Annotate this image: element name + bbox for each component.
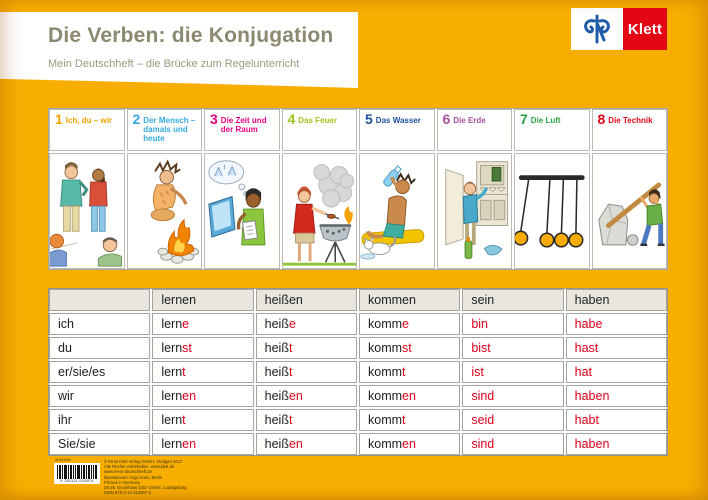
imprint-line: Alle Rechte vorbehalten. www.klett.de [104,464,175,470]
card-number: 7 [520,111,528,127]
card-label: Die Zeit und der Raum [220,116,267,134]
verb-ending: t [288,365,293,379]
card-label: Das Feuer [298,116,337,125]
verb-form-cell [566,313,667,335]
verb-form-cell [256,433,357,455]
verb-header-cell: lernen [152,289,253,311]
verb-form-cell [152,337,253,359]
verb-stem: lern [161,437,183,451]
topic-card-header-3 [204,109,280,151]
barcode-block [54,458,100,484]
verb-ending: hat [574,365,593,379]
verb-stem: lern [161,365,183,379]
verb-stem: komm [368,341,403,355]
verb-ending: en [402,389,416,403]
pronoun-cell: er/sie/es [49,361,150,383]
topic-card-header-7 [514,109,590,151]
topic-card-header-5 [359,109,435,151]
verb-header-cell: haben [566,289,667,311]
card-number: 1 [55,111,63,127]
verb-ending: en [182,389,197,403]
verb-form-cell [462,337,563,359]
topic-card-header-8 [592,109,668,151]
verb-form-cell [566,409,667,431]
card-label: Die Erde [453,116,486,125]
verb-ending: bist [471,341,491,355]
verb-ending: e [288,317,296,331]
verb-stem: lern [161,341,183,355]
verb-stem: komm [368,389,403,403]
topic-card-header-2 [127,109,203,151]
verb-ending: en [402,437,416,451]
illustration-woman-barbecue-smoke [282,153,358,269]
verb-stem: komm [368,437,403,451]
illustration-caveman-campfire [127,153,203,269]
card-label: Der Mensch – damals und heute [143,116,196,143]
card-number: 6 [442,111,451,127]
verb-ending: sind [471,389,495,403]
verb-ending: t [402,365,406,379]
verb-ending: t [288,341,293,355]
illustration-people-group [49,153,125,269]
verb-ending: t [182,413,186,427]
verb-form-cell [256,313,357,335]
verb-form-cell [566,385,667,407]
verb-form-cell [359,337,460,359]
illustration-person-kitchen-recycling [437,153,513,269]
verb-form-cell [359,433,460,455]
topic-card-header-1 [49,109,125,151]
verb-stem: heiß [264,389,289,403]
page-title: Die Verben: die Konjugation [48,24,334,47]
topic-card-header-6 [437,109,513,151]
verb-ending: en [288,389,303,403]
verb-form-cell [359,361,460,383]
barcode-digits: 9 783121 010974 [60,479,94,483]
card-number: 8 [597,111,606,127]
imprint-line: ISBN 978-3-12-010597-4 [104,490,151,496]
pronoun-cell: ihr [49,409,150,431]
imprint [104,459,224,495]
verb-stem: heiß [264,437,289,451]
verb-ending: seid [471,413,495,427]
order-number: W 641059 [55,458,71,462]
verb-header-cell: kommen [359,289,460,311]
imprint-line: Illustrationen: Inga Kretz, Berlin [104,474,163,480]
verb-ending: haben [574,389,610,403]
verb-stem: heiß [264,413,289,427]
verb-ending: ist [471,365,484,379]
imprint-line: © Ernst Klett Verlag GmbH, Stuttgart 2017 [104,459,183,464]
card-number: 3 [210,111,218,127]
illustration-man-lever-rock [592,153,668,269]
verb-stem: heiß [264,341,289,355]
verb-form-cell [359,313,460,335]
pronoun-cell: wir [49,385,150,407]
verb-form-cell [152,385,253,407]
card-number: 4 [287,111,296,127]
card-label: Die Luft [530,116,561,125]
verb-stem: heiß [264,317,289,331]
verb-form-cell [566,337,667,359]
verb-form-cell [462,433,563,455]
verb-stem: lern [161,317,183,331]
verb-ending: st [182,341,192,355]
verb-stem: komm [368,413,403,427]
card-label: Ich, du – wir [65,116,113,125]
verb-form-cell [566,433,667,455]
topic-strip [48,108,668,270]
verb-stem: lern [161,413,183,427]
pronoun-cell: ich [49,313,150,335]
verb-form-cell [256,385,357,407]
verb-form-cell [152,313,253,335]
verb-form-cell [462,385,563,407]
verb-ending: sind [471,437,495,451]
page-subtitle: Mein Deutschheft – die Brücke zum Regelunterricht [48,58,300,70]
conjugation-table [48,288,668,456]
klett-logo [571,8,667,50]
klett-fleur-icon [571,8,623,50]
table-corner-cell [49,289,150,311]
verb-ending: en [288,437,303,451]
verb-ending: hast [574,341,599,355]
verb-ending: t [402,413,406,427]
verb-form-cell [359,385,460,407]
card-number: 2 [132,111,141,127]
pronoun-cell: du [49,337,150,359]
verb-stem: komm [368,365,403,379]
illustration-newtons-cradle [514,153,590,269]
verb-ending: t [288,413,293,427]
verb-stem: komm [368,317,403,331]
verb-form-cell [462,361,563,383]
topic-card-header-4 [282,109,358,151]
pronoun-cell: Sie/sie [49,433,150,455]
verb-header-cell: sein [462,289,563,311]
imprint-line: Printed in Germany [104,479,141,485]
verb-ending: habe [574,317,603,331]
verb-form-cell [152,361,253,383]
klett-wordmark: Klett [623,8,667,50]
card-label: Das Wasser [375,116,421,125]
verb-ending: haben [574,437,610,451]
card-label: Die Technik [608,116,653,125]
verb-ending: e [402,317,409,331]
card-number: 5 [365,111,373,127]
verb-stem: heiß [264,365,289,379]
verb-form-cell [359,409,460,431]
verb-form-cell [256,361,357,383]
imprint-line: www.mein-deutschheft.de [104,469,152,475]
illustration-man-drinking-bottle-cat [359,153,435,269]
verb-form-cell [462,313,563,335]
illustration-man-computer-thought-bubble [204,153,280,269]
verb-header-cell: heißen [256,289,357,311]
verb-form-cell [462,409,563,431]
verb-ending: st [402,341,412,355]
verb-ending: t [182,365,186,379]
verb-ending: e [182,317,190,331]
verb-form-cell [152,409,253,431]
verb-ending: en [182,437,197,451]
verb-ending: bin [471,317,489,331]
verb-form-cell [256,409,357,431]
verb-form-cell [566,361,667,383]
verb-stem: lern [161,389,183,403]
imprint-line: Druck: Druckhaus Götz GmbH, Ludwigsburg [104,485,187,491]
verb-ending: habt [574,413,599,427]
barcode [54,463,100,484]
verb-form-cell [152,433,253,455]
verb-form-cell [256,337,357,359]
